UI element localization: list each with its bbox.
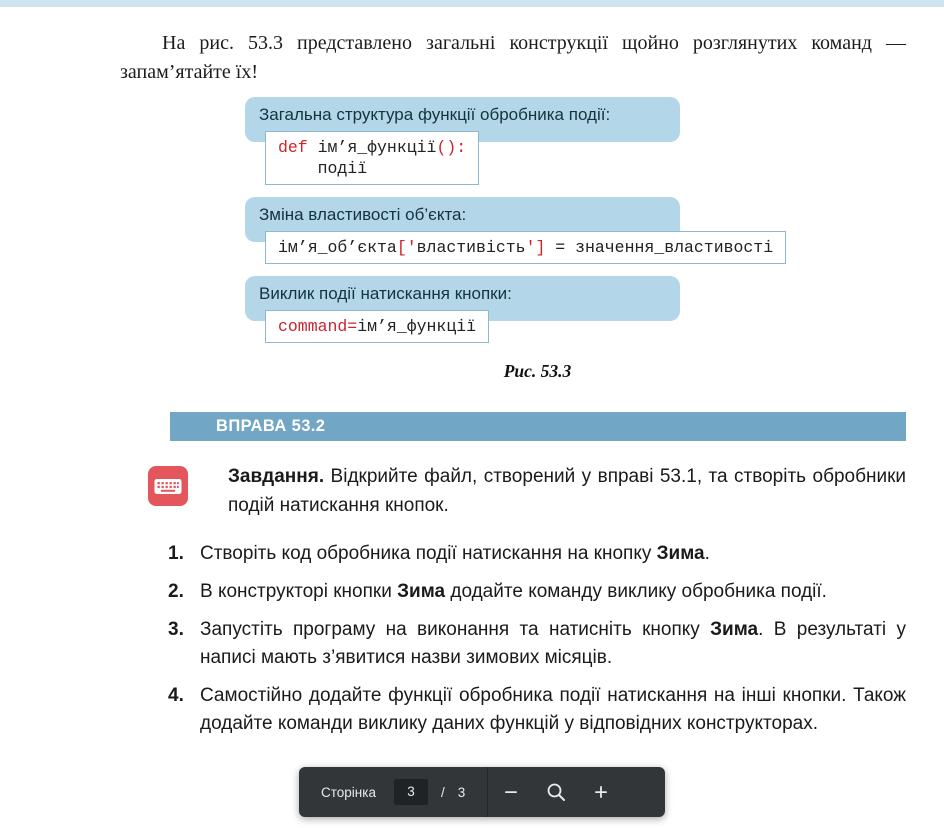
list-item bbox=[120, 540, 906, 568]
text-part: ім’я_об’єкта bbox=[278, 238, 397, 258]
text-part: події bbox=[278, 159, 368, 179]
text-part: = значення_властивості bbox=[545, 238, 774, 258]
list-item-text bbox=[200, 616, 906, 672]
construct-block bbox=[245, 97, 830, 185]
code-box bbox=[265, 231, 786, 264]
list-item bbox=[120, 578, 906, 606]
construct-label: Зміна властивості об’єкта: bbox=[245, 197, 680, 242]
task-label: Завдання. bbox=[228, 466, 325, 488]
pdf-toolbar bbox=[299, 767, 665, 817]
list-item-number: 2. bbox=[168, 580, 184, 602]
plus-icon bbox=[592, 783, 610, 801]
zoom-in-button[interactable] bbox=[578, 767, 623, 817]
text-part: Запустіть програму на виконання та натисніть кнопку bbox=[200, 618, 711, 640]
list-item-number: 1. bbox=[168, 542, 184, 564]
construct-label: Виклик події натискання кнопки: bbox=[245, 276, 680, 321]
bold-text: Зима bbox=[397, 580, 446, 602]
construct-block bbox=[245, 197, 830, 264]
code-line bbox=[278, 137, 466, 158]
construct-label: Загальна структура функції обробника події: bbox=[245, 97, 680, 142]
code-box bbox=[265, 310, 489, 343]
task-block bbox=[148, 463, 906, 519]
top-strip bbox=[0, 0, 944, 7]
code-keyword: ] bbox=[535, 238, 546, 258]
magnifier-icon bbox=[545, 781, 567, 803]
list-item-text bbox=[200, 578, 906, 606]
task-text bbox=[228, 463, 906, 519]
code-line bbox=[278, 158, 466, 179]
document-page bbox=[0, 7, 944, 748]
text-part: . bbox=[704, 542, 710, 564]
text-part: властивість bbox=[416, 238, 526, 258]
minus-icon bbox=[502, 783, 520, 801]
construct-block bbox=[245, 276, 830, 343]
zoom-button[interactable] bbox=[533, 767, 578, 817]
code-keyword: ' bbox=[525, 238, 536, 258]
code-box bbox=[265, 131, 479, 185]
figure-53-3 bbox=[245, 97, 830, 382]
list-item-text bbox=[200, 682, 906, 738]
list-item-text bbox=[200, 540, 906, 568]
code-keyword: (): bbox=[436, 138, 467, 157]
bold-text: Зима bbox=[656, 542, 705, 564]
page-label: Сторінка bbox=[321, 784, 376, 800]
task-description: Відкрийте файл, створений у вправі 53.1, та створіть обробники подій натискання кнопок. bbox=[228, 466, 907, 516]
bold-text: Зима bbox=[710, 618, 759, 640]
text-part: ім’я_функції bbox=[307, 138, 437, 157]
intro-paragraph: На рис. 53.3 представлено загальні конструкції щойно розглянутих команд — запам’ятайте їх! bbox=[120, 32, 906, 83]
text-part: Створіть код обробника події натискання на кнопку bbox=[200, 542, 657, 564]
text-part: додайте команду виклику обробника події. bbox=[445, 580, 827, 602]
figure-caption: Рис. 53.3 bbox=[503, 361, 572, 382]
text-part: Самостійно додайте функції обробника події натискання на інші кнопки. Також додайте команди виклику даних функцій у відповідних конструкторах. bbox=[200, 685, 906, 735]
page-number-input[interactable]: 3 bbox=[394, 779, 428, 805]
code-line bbox=[278, 316, 476, 337]
code-keyword: [ bbox=[396, 238, 407, 258]
task-list bbox=[120, 540, 906, 739]
page-separator: / bbox=[440, 784, 445, 800]
code-keyword: def bbox=[278, 138, 308, 157]
list-item bbox=[120, 616, 906, 672]
code-keyword: command= bbox=[278, 317, 358, 337]
list-item-number: 4. bbox=[168, 685, 184, 707]
exercise-title: ВПРАВА 53.2 bbox=[216, 417, 326, 436]
zoom-out-button[interactable] bbox=[488, 767, 533, 817]
page-total: 3 bbox=[457, 784, 466, 800]
code-line bbox=[278, 237, 773, 258]
text-part: ім’я_функції bbox=[357, 317, 477, 337]
text-part: В конструкторі кнопки bbox=[200, 580, 398, 602]
exercise-header bbox=[170, 412, 906, 441]
text-part: . В результаті у написі мають з’явитися назви зимових місяців. bbox=[200, 618, 906, 668]
keyboard-icon bbox=[148, 466, 188, 519]
construct-blocks bbox=[245, 97, 830, 343]
code-keyword: ' bbox=[406, 238, 417, 258]
list-item bbox=[120, 682, 906, 738]
list-item-number: 3. bbox=[168, 618, 184, 640]
